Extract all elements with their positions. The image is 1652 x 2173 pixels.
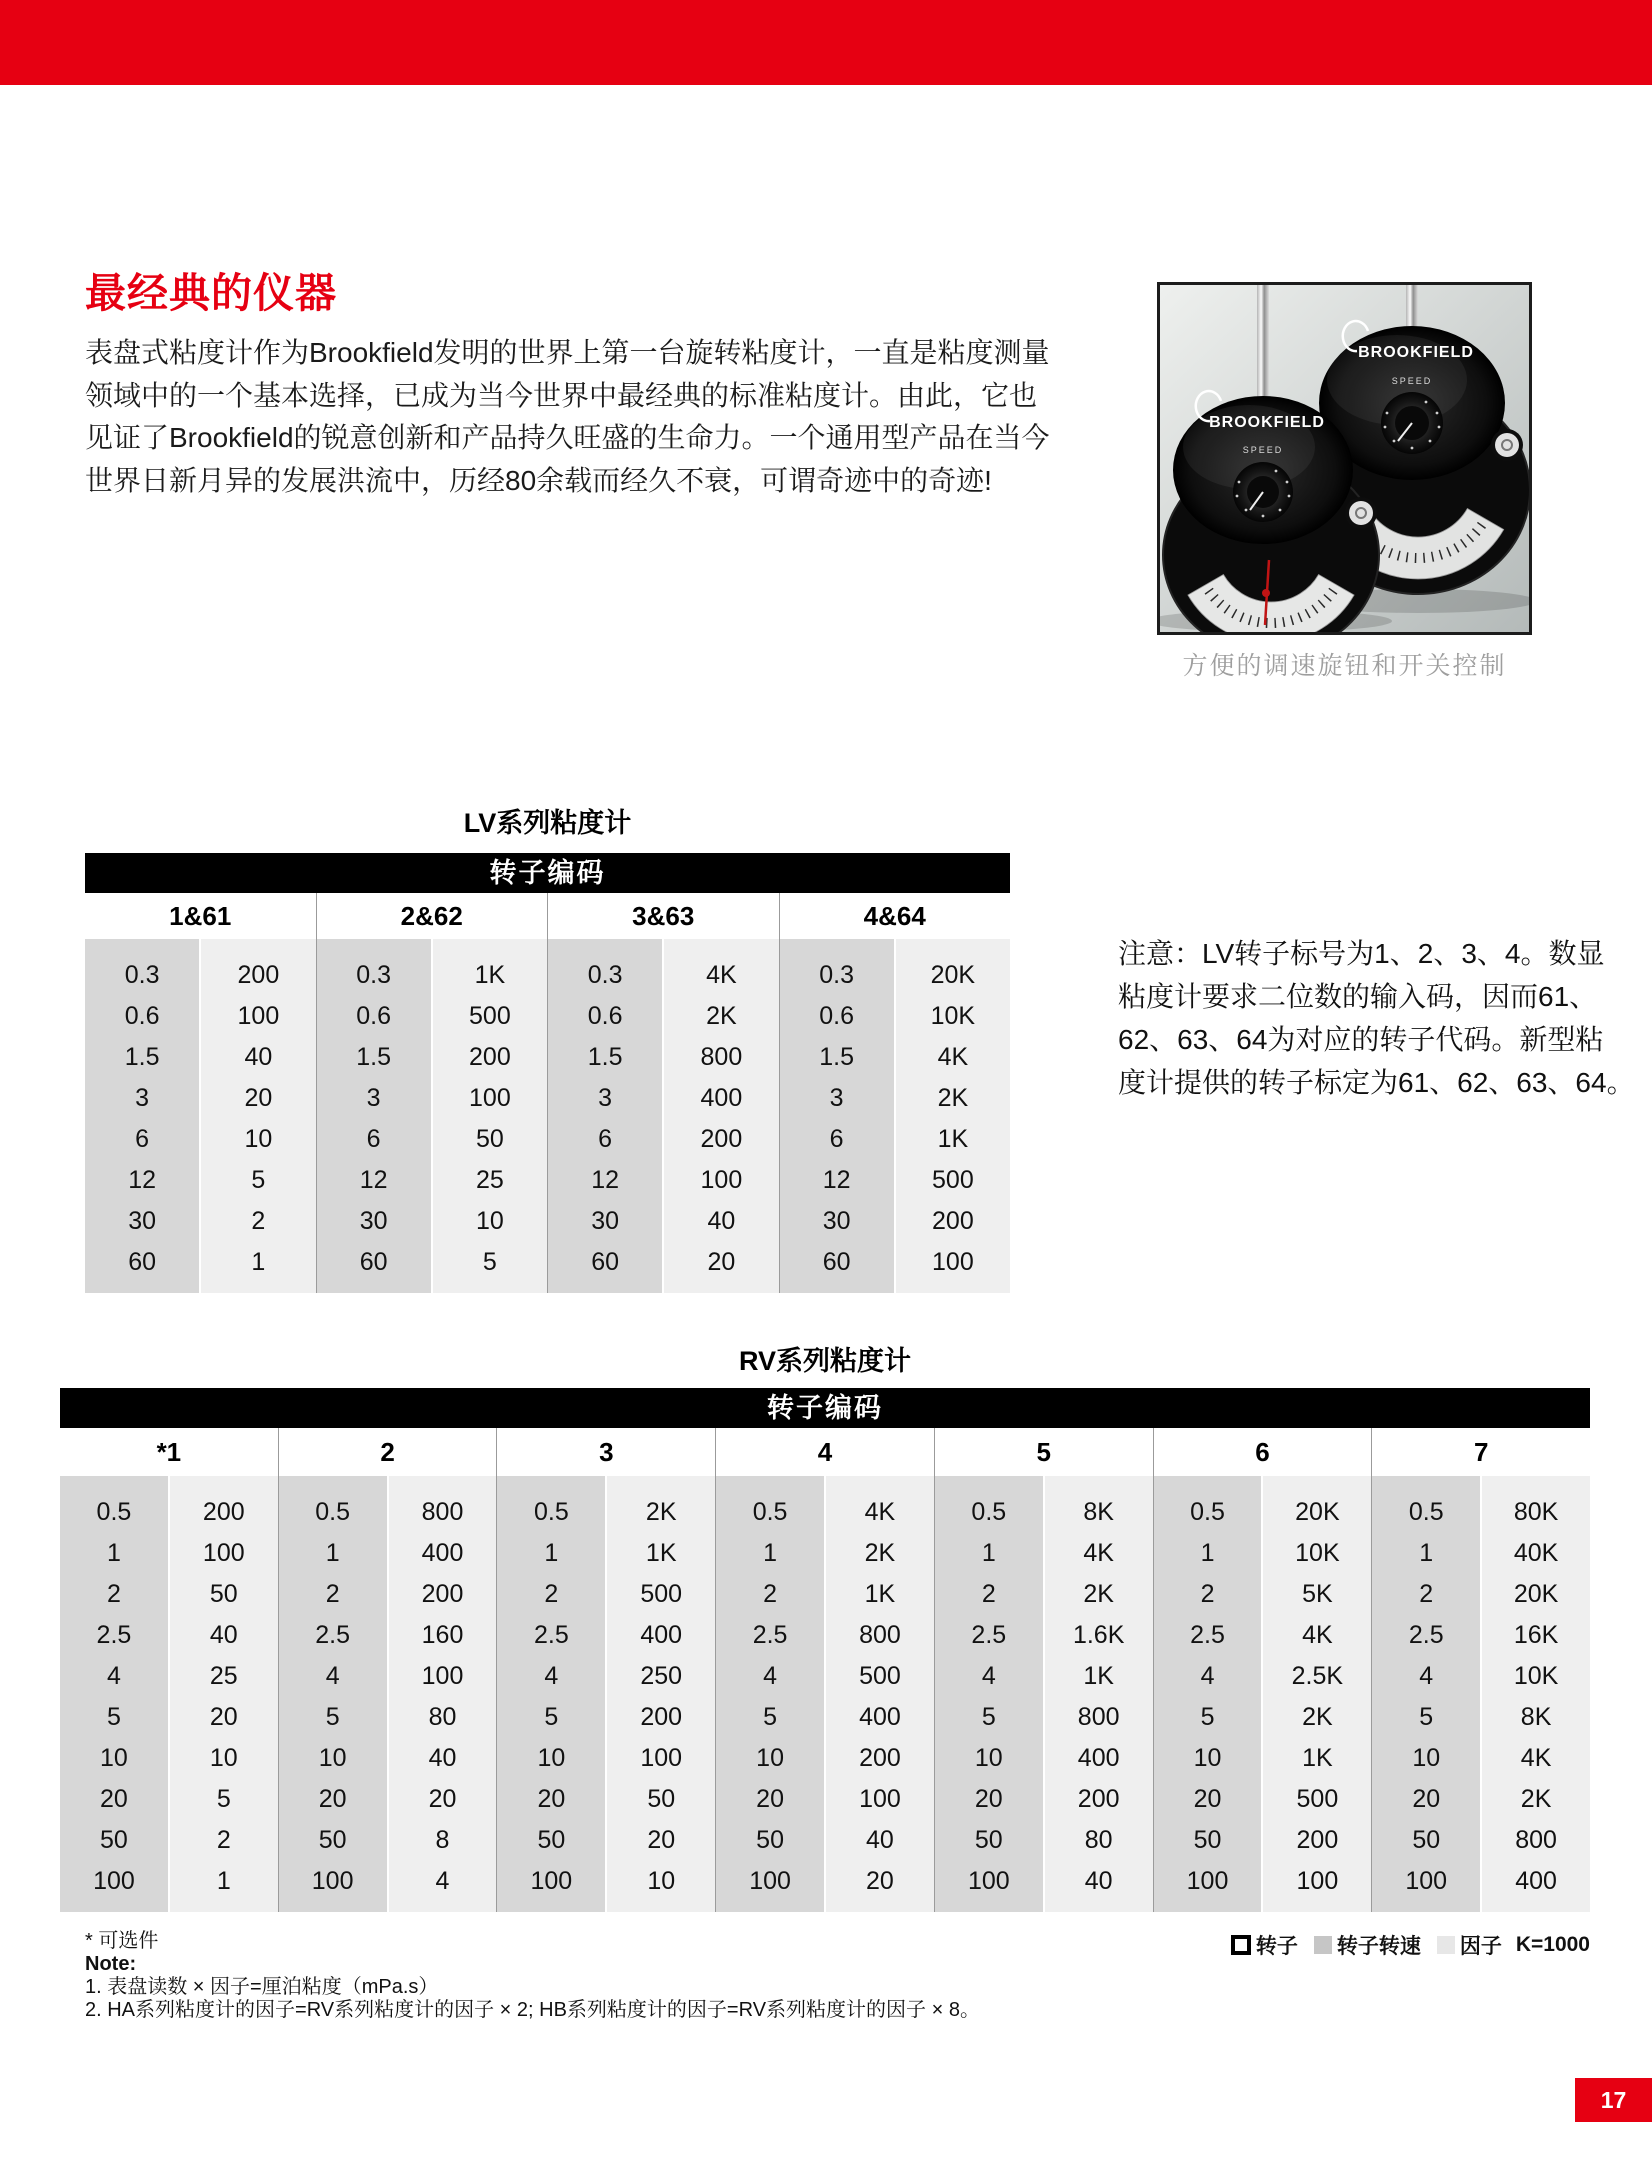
- speed-cell: 20: [756, 1785, 784, 1813]
- speed-cell: 20: [100, 1785, 128, 1813]
- factor-cell: 40K: [1513, 1539, 1559, 1567]
- spindle-group: [278, 1476, 497, 1912]
- factor-cell: 10: [647, 1867, 676, 1895]
- factor-cell: 2K: [645, 1498, 677, 1526]
- factor-cell: 200: [202, 1498, 245, 1526]
- factor-cell: 20: [209, 1703, 238, 1731]
- spindle-group-header: 4&64: [779, 893, 1011, 939]
- factor-cell: 50: [647, 1785, 676, 1813]
- viscometers-photo: [1157, 282, 1532, 635]
- factor-cell: 400: [421, 1539, 464, 1567]
- factor-cell: 80: [428, 1703, 457, 1731]
- speed-cell: 6: [829, 1125, 844, 1153]
- speed-cell: 50: [974, 1826, 1003, 1854]
- speed-cell: 12: [591, 1166, 620, 1194]
- speed-cell: 5: [106, 1703, 121, 1731]
- factor-cell: 16K: [1513, 1621, 1559, 1649]
- speed-cell: 10: [1412, 1744, 1441, 1772]
- speed-column: [716, 1476, 824, 1912]
- speed-cell: 2.5: [533, 1621, 569, 1649]
- speed-cell: 0.5: [752, 1498, 788, 1526]
- factor-cell: 4K: [706, 961, 737, 989]
- lv-spindle-code-bar: 转子编码: [85, 853, 1010, 893]
- factor-cell: 2K: [706, 1002, 737, 1030]
- speed-column: [548, 939, 662, 1293]
- speed-cell: 50: [1412, 1826, 1441, 1854]
- speed-cell: 12: [822, 1166, 851, 1194]
- spindle-group-header: 5: [934, 1428, 1153, 1476]
- speed-cell: 2.5: [96, 1621, 132, 1649]
- factor-cell: 2: [251, 1207, 266, 1235]
- factor-cell: 100: [932, 1248, 974, 1276]
- speed-cell: 2.5: [315, 1621, 351, 1649]
- lv-note-line: 注意：LV转子标号为1、2、3、4。数显: [1118, 938, 1605, 969]
- factor-column: [201, 939, 315, 1293]
- speed-cell: 100: [749, 1867, 791, 1895]
- speed-cell: 4: [544, 1662, 559, 1690]
- speed-cell: 2.5: [1408, 1621, 1444, 1649]
- factor-cell: 20: [647, 1826, 676, 1854]
- factor-cell: 40: [707, 1207, 736, 1235]
- spindle-group: [1153, 1476, 1372, 1912]
- spindle-group: [316, 939, 548, 1293]
- speed-cell: 50: [318, 1826, 347, 1854]
- factor-legend-label: 因子: [1459, 1935, 1502, 1958]
- speed-cell: 50: [537, 1826, 566, 1854]
- speed-cell: 60: [128, 1248, 157, 1276]
- speed-cell: 0.5: [533, 1498, 569, 1526]
- speed-cell: 4: [981, 1662, 996, 1690]
- factor-cell: 5K: [1302, 1580, 1333, 1608]
- factor-cell: 2K: [864, 1539, 896, 1567]
- speed-cell: 0.3: [587, 961, 623, 989]
- spindle-group: [715, 1476, 934, 1912]
- factor-cell: 2K: [1083, 1580, 1114, 1608]
- intro-line: 领域中的一个基本选择，已成为当今世界中最经典的标准粘度计。由此，它也: [85, 379, 1038, 411]
- factor-cell: 800: [1515, 1826, 1557, 1854]
- speed-cell: 30: [128, 1207, 157, 1235]
- speed-cell: 60: [822, 1248, 851, 1276]
- factor-cell: 20: [707, 1248, 736, 1276]
- factor-cell: 10: [209, 1744, 238, 1772]
- factor-cell: 200: [640, 1703, 683, 1731]
- speed-cell: 1: [981, 1539, 996, 1567]
- factor-cell: 100: [237, 1002, 280, 1030]
- lv-note-line: 度计提供的转子标定为61、62、63、64。: [1118, 1067, 1635, 1098]
- factor-cell: 4K: [937, 1043, 969, 1071]
- speed-cell: 12: [128, 1166, 157, 1194]
- factor-cell: 200: [469, 1043, 511, 1071]
- speed-legend-label: 转子转速: [1336, 1935, 1421, 1958]
- speed-cell: 2.5: [971, 1621, 1007, 1649]
- speed-cell: 0.6: [124, 1002, 160, 1030]
- lv-series-table: [85, 806, 1010, 1293]
- factor-cell: 40: [209, 1621, 238, 1649]
- speed-cell: 60: [591, 1248, 620, 1276]
- speed-column: [85, 939, 199, 1293]
- speed-cell: 10: [318, 1744, 347, 1772]
- speed-column: [279, 1476, 387, 1912]
- lv-note-line: 62、63、64为对应的转子代码。新型粘: [1118, 1024, 1604, 1055]
- factor-cell: 5: [482, 1248, 497, 1276]
- factor-cell: 10: [244, 1125, 273, 1153]
- speed-cell: 6: [366, 1125, 381, 1153]
- factor-cell: 400: [1077, 1744, 1120, 1772]
- table-legend: [1231, 1930, 1590, 1960]
- speed-cell: 1: [1419, 1539, 1434, 1567]
- note-label: Note:: [85, 1953, 137, 1975]
- speed-cell: 0.3: [356, 961, 391, 989]
- factor-column: [664, 939, 778, 1293]
- intro-line: 世界日新月异的发展洪流中，历经80余载而经久不衰，可谓奇迹中的奇迹!: [85, 464, 992, 496]
- speed-cell: 2: [106, 1580, 121, 1608]
- rv-series-table: [60, 1344, 1590, 1912]
- speed-cell: 4: [325, 1662, 340, 1690]
- speed-cell: 20: [1193, 1785, 1222, 1813]
- speed-cell: 20: [318, 1785, 347, 1813]
- factor-cell: 4K: [1520, 1744, 1552, 1772]
- optional-note: * 可选件: [85, 1930, 159, 1952]
- speed-cell: 2: [981, 1580, 996, 1608]
- factor-column: [433, 939, 547, 1293]
- speed-cell: 2: [763, 1580, 778, 1608]
- factor-cell: 1K: [1083, 1662, 1114, 1690]
- speed-cell: 50: [756, 1826, 784, 1854]
- speed-cell: 10: [756, 1744, 784, 1772]
- footnote-line-2: 2. HA系列粘度计的因子=RV系列粘度计的因子 × 2; HB系列粘度计的因子=RV系列粘度计的因子 × 8。: [85, 1999, 980, 2021]
- speed-cell: 0.6: [819, 1002, 854, 1030]
- k-definition: K=1000: [1515, 1933, 1590, 1956]
- speed-cell: 0.5: [96, 1498, 132, 1526]
- spindle-group-header: 3: [496, 1428, 715, 1476]
- factor-cell: 8K: [1520, 1703, 1552, 1731]
- factor-cell: 800: [700, 1043, 743, 1071]
- speed-cell: 1.5: [356, 1043, 391, 1071]
- speed-cell: 1: [106, 1539, 121, 1567]
- factor-cell: 800: [859, 1621, 901, 1649]
- factor-cell: 500: [932, 1166, 974, 1194]
- speed-cell: 2.5: [752, 1621, 788, 1649]
- speed-cell: 6: [135, 1125, 150, 1153]
- factor-cell: 400: [1515, 1867, 1557, 1895]
- photo-caption: 方便的调速旋钮和开关控制: [1182, 652, 1507, 680]
- factor-cell: 1K: [937, 1125, 969, 1153]
- speed-cell: 3: [135, 1084, 150, 1112]
- spindle-group-header: 4: [715, 1428, 934, 1476]
- factor-cell: 80: [1084, 1826, 1113, 1854]
- page-number-badge: 17: [1575, 2078, 1652, 2122]
- factor-cell: 400: [640, 1621, 683, 1649]
- factor-cell: 400: [859, 1703, 901, 1731]
- factor-cell: 20: [428, 1785, 457, 1813]
- spindle-group-header: *1: [156, 1436, 182, 1467]
- factor-cell: 500: [469, 1002, 511, 1030]
- factor-cell: 2.5K: [1291, 1662, 1344, 1690]
- rotor-legend-label: 转子: [1255, 1935, 1298, 1958]
- lv-note-line: 粘度计要求二位数的输入码，因而61、: [1118, 981, 1598, 1012]
- spindle-group-header: 2: [278, 1428, 497, 1476]
- factor-cell: 8: [435, 1826, 450, 1854]
- speed-column: [1372, 1476, 1480, 1912]
- speed-column: [1154, 1476, 1262, 1912]
- factor-column: [1045, 1476, 1153, 1912]
- speed-cell: 3: [366, 1084, 381, 1112]
- speed-cell: 0.3: [819, 961, 854, 989]
- spindle-group: [60, 1476, 278, 1912]
- speed-cell: 4: [1419, 1662, 1434, 1690]
- speed-cell: 100: [967, 1867, 1010, 1895]
- speed-cell: 20: [974, 1785, 1003, 1813]
- factor-column: [607, 1476, 715, 1912]
- speed-cell: 1: [544, 1539, 559, 1567]
- speed-cell: 5: [981, 1703, 996, 1731]
- speed-cell: 10: [100, 1744, 128, 1772]
- speed-label: SPEED: [1242, 445, 1284, 455]
- brand-label: BROOKFIELD: [1358, 344, 1474, 361]
- factor-cell: 4K: [864, 1498, 896, 1526]
- speed-cell: 100: [93, 1867, 135, 1895]
- factor-cell: 2K: [1520, 1785, 1552, 1813]
- factor-cell: 160: [421, 1621, 464, 1649]
- factor-cell: 50: [475, 1125, 504, 1153]
- spindle-group-header: 6: [1153, 1428, 1372, 1476]
- factor-cell: 500: [640, 1580, 683, 1608]
- factor-cell: 100: [469, 1084, 511, 1112]
- speed-cell: 1: [1200, 1539, 1215, 1567]
- factor-column: [1482, 1476, 1590, 1912]
- speed-cell: 4: [763, 1662, 778, 1690]
- factor-cell: 200: [421, 1580, 464, 1608]
- factor-cell: 10K: [1513, 1662, 1559, 1690]
- speed-cell: 2: [1200, 1580, 1215, 1608]
- factor-swatch: [1437, 1936, 1455, 1954]
- speed-cell: 6: [598, 1125, 613, 1153]
- lv-table-header-row: [85, 893, 1010, 939]
- factor-cell: 1: [251, 1248, 266, 1276]
- factor-cell: 1K: [474, 961, 506, 989]
- spindle-group: [779, 939, 1011, 1293]
- speed-cell: 30: [822, 1207, 851, 1235]
- factor-cell: 200: [700, 1125, 743, 1153]
- factor-cell: 4K: [1083, 1539, 1114, 1567]
- speed-cell: 2: [1419, 1580, 1434, 1608]
- page-title: 最经典的仪器: [85, 270, 337, 316]
- factor-cell: 40: [1084, 1867, 1113, 1895]
- factor-cell: 1K: [645, 1539, 677, 1567]
- speed-cell: 20: [537, 1785, 566, 1813]
- factor-cell: 1: [216, 1867, 231, 1895]
- factor-cell: 20: [866, 1867, 894, 1895]
- factor-cell: 200: [1077, 1785, 1120, 1813]
- factor-cell: 5: [251, 1166, 266, 1194]
- speed-cell: 100: [311, 1867, 354, 1895]
- factor-cell: 20K: [930, 961, 976, 989]
- spindle-group-header: 3&63: [547, 893, 779, 939]
- speed-cell: 10: [974, 1744, 1003, 1772]
- factor-cell: 500: [1296, 1785, 1339, 1813]
- factor-cell: 10K: [1295, 1539, 1340, 1567]
- spindle-group-header: 1&61: [169, 900, 232, 931]
- rotor-swatch: [1231, 1935, 1251, 1955]
- factor-cell: 100: [1296, 1867, 1339, 1895]
- speed-cell: 5: [1419, 1703, 1434, 1731]
- factor-cell: 2K: [937, 1084, 969, 1112]
- spindle-group: [496, 1476, 715, 1912]
- factor-cell: 8K: [1083, 1498, 1114, 1526]
- speed-cell: 0.6: [356, 1002, 391, 1030]
- speed-cell: 3: [829, 1084, 844, 1112]
- power-switch-knob: [1345, 497, 1377, 529]
- spindle-group: [1371, 1476, 1590, 1912]
- speed-cell: 5: [544, 1703, 559, 1731]
- factor-cell: 800: [421, 1498, 464, 1526]
- factor-cell: 200: [932, 1207, 974, 1235]
- speed-cell: 1.5: [587, 1043, 623, 1071]
- speed-column: [780, 939, 894, 1293]
- factor-column: [826, 1476, 934, 1912]
- factor-cell: 40: [244, 1043, 273, 1071]
- factor-cell: 10K: [930, 1002, 976, 1030]
- factor-cell: 20K: [1295, 1498, 1340, 1526]
- speed-cell: 5: [1200, 1703, 1215, 1731]
- speed-cell: 1: [325, 1539, 340, 1567]
- factor-cell: 100: [700, 1166, 743, 1194]
- factor-cell: 1.6K: [1072, 1621, 1125, 1649]
- intro-line: 表盘式粘度计作为Brookfield发明的世界上第一台旋转粘度计，一直是粘度测量: [85, 337, 1050, 368]
- power-switch-knob: [1491, 429, 1523, 461]
- factor-cell: 250: [640, 1662, 683, 1690]
- speed-cell: 4: [1200, 1662, 1215, 1690]
- speed-column: [317, 939, 431, 1293]
- speed-cell: 5: [763, 1703, 778, 1731]
- speed-cell: 2: [544, 1580, 559, 1608]
- factor-cell: 1K: [864, 1580, 896, 1608]
- factor-cell: 50: [209, 1580, 238, 1608]
- lv-table-title: LV系列粘度计: [463, 808, 632, 838]
- speed-cell: 30: [359, 1207, 388, 1235]
- factor-cell: 100: [859, 1785, 901, 1813]
- speed-column: [60, 1476, 168, 1912]
- speed-cell: 3: [598, 1084, 613, 1112]
- speed-cell: 0.5: [971, 1498, 1007, 1526]
- factor-cell: 2: [216, 1826, 231, 1854]
- factor-cell: 20: [244, 1084, 273, 1112]
- intro-line: 见证了Brookfield的锐意创新和产品持久旺盛的生命力。一个通用型产品在当今: [85, 422, 1050, 453]
- factor-cell: 40: [428, 1744, 457, 1772]
- speed-cell: 20: [1412, 1785, 1441, 1813]
- factor-cell: 500: [859, 1662, 901, 1690]
- speed-cell: 10: [1193, 1744, 1222, 1772]
- spindle-group: [547, 939, 779, 1293]
- rv-spindle-code-bar: 转子编码: [60, 1388, 1590, 1428]
- spindle-group-header: 7: [1371, 1428, 1590, 1476]
- factor-cell: 20K: [1513, 1580, 1559, 1608]
- footnote-line-1: 1. 表盘读数 × 因子=厘泊粘度（mPa.s）: [85, 1976, 439, 1998]
- speed-cell: 12: [359, 1166, 388, 1194]
- intro-paragraph: [85, 332, 1050, 502]
- spindle-group: [934, 1476, 1153, 1912]
- speed-cell: 1.5: [124, 1043, 160, 1071]
- speed-cell: 10: [537, 1744, 566, 1772]
- factor-cell: 4K: [1302, 1621, 1333, 1649]
- factor-column: [1263, 1476, 1371, 1912]
- speed-cell: 0.3: [124, 961, 160, 989]
- speed-cell: 5: [325, 1703, 340, 1731]
- factor-cell: 4: [435, 1867, 450, 1895]
- speed-cell: 60: [359, 1248, 388, 1276]
- footnotes: [85, 1930, 980, 2022]
- speed-swatch: [1314, 1936, 1332, 1954]
- speed-cell: 50: [1193, 1826, 1222, 1854]
- factor-cell: 800: [1077, 1703, 1120, 1731]
- speed-cell: 2: [325, 1580, 340, 1608]
- rv-table-header-row: [60, 1428, 1590, 1476]
- speed-cell: 1.5: [819, 1043, 854, 1071]
- factor-column: [170, 1476, 278, 1912]
- viscometer-illustration: [1160, 285, 1529, 632]
- factor-cell: 200: [237, 961, 280, 989]
- speed-cell: 0.5: [1190, 1498, 1225, 1526]
- top-red-bar: [0, 0, 1652, 85]
- spindle-group-header: 2&62: [316, 893, 548, 939]
- lv-table-body: [85, 939, 1010, 1293]
- speed-label: SPEED: [1391, 376, 1433, 386]
- factor-cell: 2K: [1302, 1703, 1333, 1731]
- speed-cell: 100: [1405, 1867, 1448, 1895]
- factor-cell: 40: [866, 1826, 894, 1854]
- lv-spindle-note: [1118, 932, 1635, 1104]
- factor-cell: 400: [700, 1084, 743, 1112]
- speed-cell: 100: [530, 1867, 573, 1895]
- speed-cell: 1: [763, 1539, 778, 1567]
- factor-column: [389, 1476, 497, 1912]
- factor-cell: 80K: [1513, 1498, 1559, 1526]
- factor-cell: 1K: [1302, 1744, 1333, 1772]
- speed-cell: 100: [1186, 1867, 1229, 1895]
- factor-column: [896, 939, 1010, 1293]
- factor-cell: 200: [1296, 1826, 1339, 1854]
- rv-table-body: [60, 1476, 1590, 1912]
- factor-cell: 100: [421, 1662, 464, 1690]
- factor-cell: 25: [475, 1166, 504, 1194]
- spindle-group: [85, 939, 316, 1293]
- speed-cell: 0.5: [315, 1498, 351, 1526]
- factor-cell: 10: [475, 1207, 504, 1235]
- factor-cell: 200: [859, 1744, 901, 1772]
- speed-cell: 0.5: [1408, 1498, 1444, 1526]
- factor-cell: 5: [216, 1785, 231, 1813]
- rv-table-title: RV系列粘度计: [738, 1346, 912, 1376]
- speed-cell: 30: [591, 1207, 620, 1235]
- brand-label: BROOKFIELD: [1209, 414, 1325, 431]
- speed-cell: 50: [100, 1826, 128, 1854]
- speed-column: [497, 1476, 605, 1912]
- speed-column: [935, 1476, 1043, 1912]
- speed-cell: 2.5: [1190, 1621, 1225, 1649]
- speed-cell: 4: [106, 1662, 121, 1690]
- factor-cell: 100: [202, 1539, 245, 1567]
- factor-cell: 25: [209, 1662, 238, 1690]
- speed-cell: 0.6: [587, 1002, 623, 1030]
- factor-cell: 100: [640, 1744, 683, 1772]
